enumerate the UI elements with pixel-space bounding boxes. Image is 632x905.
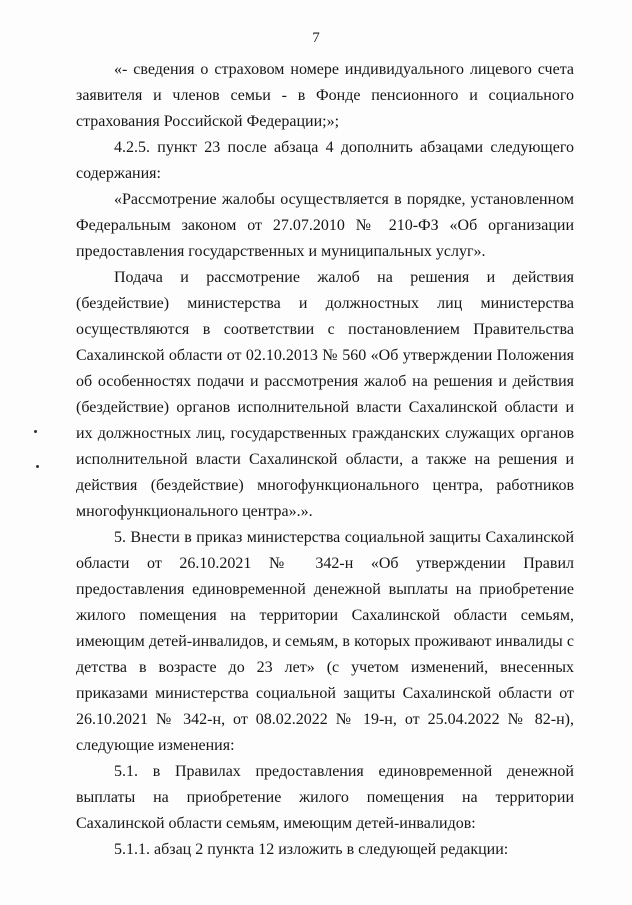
paragraph-4: Подача и рассмотрение жалоб на решения и действия (бездействие) министерства и должностных лиц министерства осуществляются в соответствии с постановлением Правительства Сахалинской области от 02.10.2013 № 560 «Об утверждении Положения об особенностях подачи и рассмотрения жалоб на решения и действия (бездействие) органов исполнительной власти Сахалинской области и их должностных лиц, государственных гражданских служащих органов исполнительной власти Сахалинской области, а также на решения и действия (бездействие) многофункционального центра, работников многофункционального центра».». <box>76 269 574 520</box>
scan-speck <box>34 430 37 433</box>
document-body <box>76 57 574 863</box>
paragraph-6: 5.1. в Правилах предоставления единовременной денежной выплаты на приобретение жилого помещения на территории Сахалинской области семьям, имеющим детей-инвалидов: <box>76 763 574 832</box>
paragraph-2: 4.2.5. пункт 23 после абзаца 4 дополнить абзацами следующего содержания: <box>76 139 574 182</box>
page-number: 7 <box>312 30 320 46</box>
paragraph-3: «Рассмотрение жалобы осуществляется в порядке, установленном Федеральным законом от 27.07.2010 № 210-ФЗ «Об организации предоставления государственных и муниципальных услуг». <box>76 191 574 260</box>
scan-speck <box>36 465 39 468</box>
paragraph-1: «- сведения о страховом номере индивидуального лицевого счета заявителя и членов семьи - в Фонде пенсионного и социального страхования Российской Федерации;»; <box>76 61 574 130</box>
paragraph-7: 5.1.1. абзац 2 пункта 12 изложить в следующей редакции: <box>114 841 509 858</box>
paragraph-5: 5. Внести в приказ министерства социальной защиты Сахалинской области от 26.10.2021 № 342-н «Об утверждении Правил предоставления единовременной денежной выплаты на приобретение жилого помещения на территории Сахалинской области семьям, имеющим детей-инвалидов, и семьям, в которых проживают инвалиды с детства в возрасте до 23 лет» (с учетом изменений, внесенных приказами министерства социальной защиты Сахалинской области от 26.10.2021 № 342-н, от 08.02.2022 № 19-н, от 25.04.2022 № 82-н), следующие изменения: <box>76 529 574 754</box>
